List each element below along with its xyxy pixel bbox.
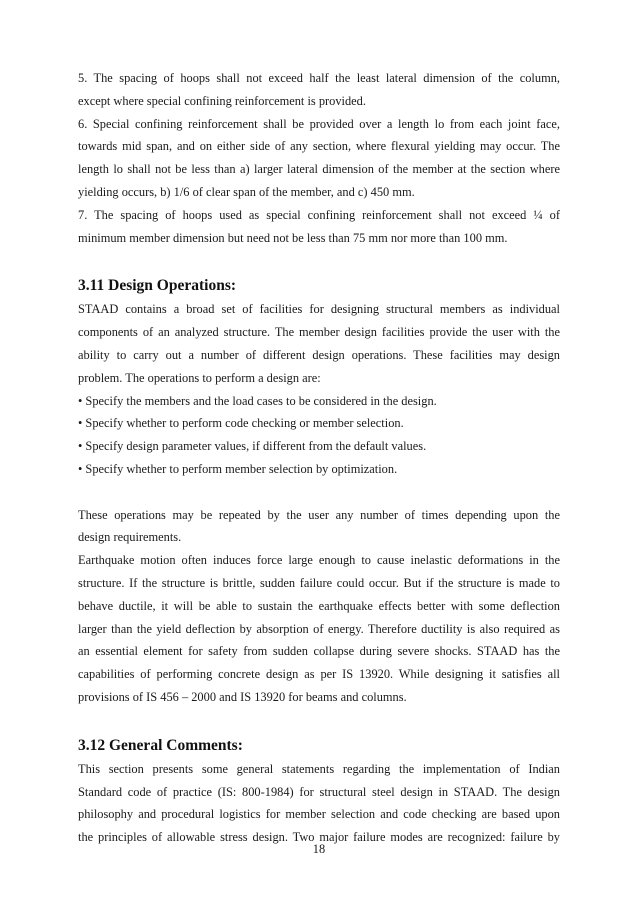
item-6-line-1: 6. Special confining reinforcement shall be provided over a length lo from each joint face, [78, 116, 560, 131]
paragraph-line: These operations may be repeated by the user any number of times depending upon the [78, 507, 560, 522]
item-6-line-2: towards mid span, and on either side of any section, where flexural yielding may occur. The [78, 139, 560, 154]
item-6-line-4: yielding occurs, b) 1/6 of clear span of the member, and c) 450 mm. [78, 184, 415, 199]
paragraph-line: behave ductile, it will be able to sustain the earthquake effects better with some deflection [78, 598, 560, 613]
paragraph-line: Earthquake motion often induces force large enough to cause inelastic deformations in the [78, 553, 560, 568]
section-3-11-body [78, 298, 560, 708]
section-heading-3-11: 3.11 Design Operations: [78, 277, 237, 295]
item-5-line-2: except where special confining reinforcement is provided. [78, 93, 366, 108]
paragraph-line: the principles of allowable stress design. Two major failure modes are recognized: failure by [78, 830, 560, 845]
paragraph-line: provisions of IS 456 – 2000 and IS 13920 for beams and columns. [78, 689, 407, 704]
bullet-item: • Specify whether to perform member selection by optimization. [78, 461, 398, 476]
paragraph-line: larger than the yield deflection by absorption of energy. Therefore ductility is also required as [78, 621, 560, 636]
section-gap [78, 709, 560, 734]
paragraph-line: ability to carry out a number of different design operations. These facilities may design [78, 347, 560, 362]
section-3-12-body [78, 758, 560, 849]
bullet-item: • Specify the members and the load cases to be considered in the design. [78, 393, 437, 408]
page-number: 18 [312, 842, 326, 856]
item-6-line-3: length lo shall not be less than a) larger lateral dimension of the member at the section where [78, 162, 560, 177]
hoop-spacing-items [78, 67, 560, 249]
paragraph-line: design requirements. [78, 530, 182, 545]
paragraph-line: This section presents some general statements regarding the implementation of Indian [78, 761, 560, 776]
paragraph-line: STAAD contains a broad set of facilities for designing structural members as individual [78, 302, 560, 317]
section-gap [78, 249, 560, 274]
paragraph-line: an essential element for safety from sudden collapse during severe shocks. STAAD has the [78, 644, 560, 659]
page-body [78, 67, 560, 849]
section-heading-3-12: 3.12 General Comments: [78, 736, 243, 754]
paragraph-line: structure. If the structure is brittle, sudden failure could occur. But if the structure is made to [78, 575, 560, 590]
paragraph-line: components of an analyzed structure. The member design facilities provide the user with the [78, 325, 560, 340]
bullet-item: • Specify whether to perform code checking or member selection. [78, 416, 404, 431]
paragraph-line: capabilities of performing concrete design as per IS 13920. While designing it satisfies all [78, 667, 560, 682]
item-7-line-2: minimum member dimension but need not be less than 75 mm nor more than 100 mm. [78, 230, 508, 245]
item-5-line-1: 5. The spacing of hoops shall not exceed half the least lateral dimension of the column, [78, 71, 560, 85]
paragraph-gap [78, 481, 560, 504]
paragraph-line: philosophy and procedural logistics for member selection and code checking are based upon [78, 807, 560, 822]
paragraph-line: Standard code of practice (IS: 800-1984) for structural steel design in STAAD. The design [78, 784, 560, 799]
paragraph-line: problem. The operations to perform a design are: [78, 370, 321, 385]
bullet-item: • Specify design parameter values, if different from the default values. [78, 439, 427, 454]
item-7-line-1: 7. The spacing of hoops used as special confining reinforcement shall not exceed ¼ of [78, 207, 560, 222]
